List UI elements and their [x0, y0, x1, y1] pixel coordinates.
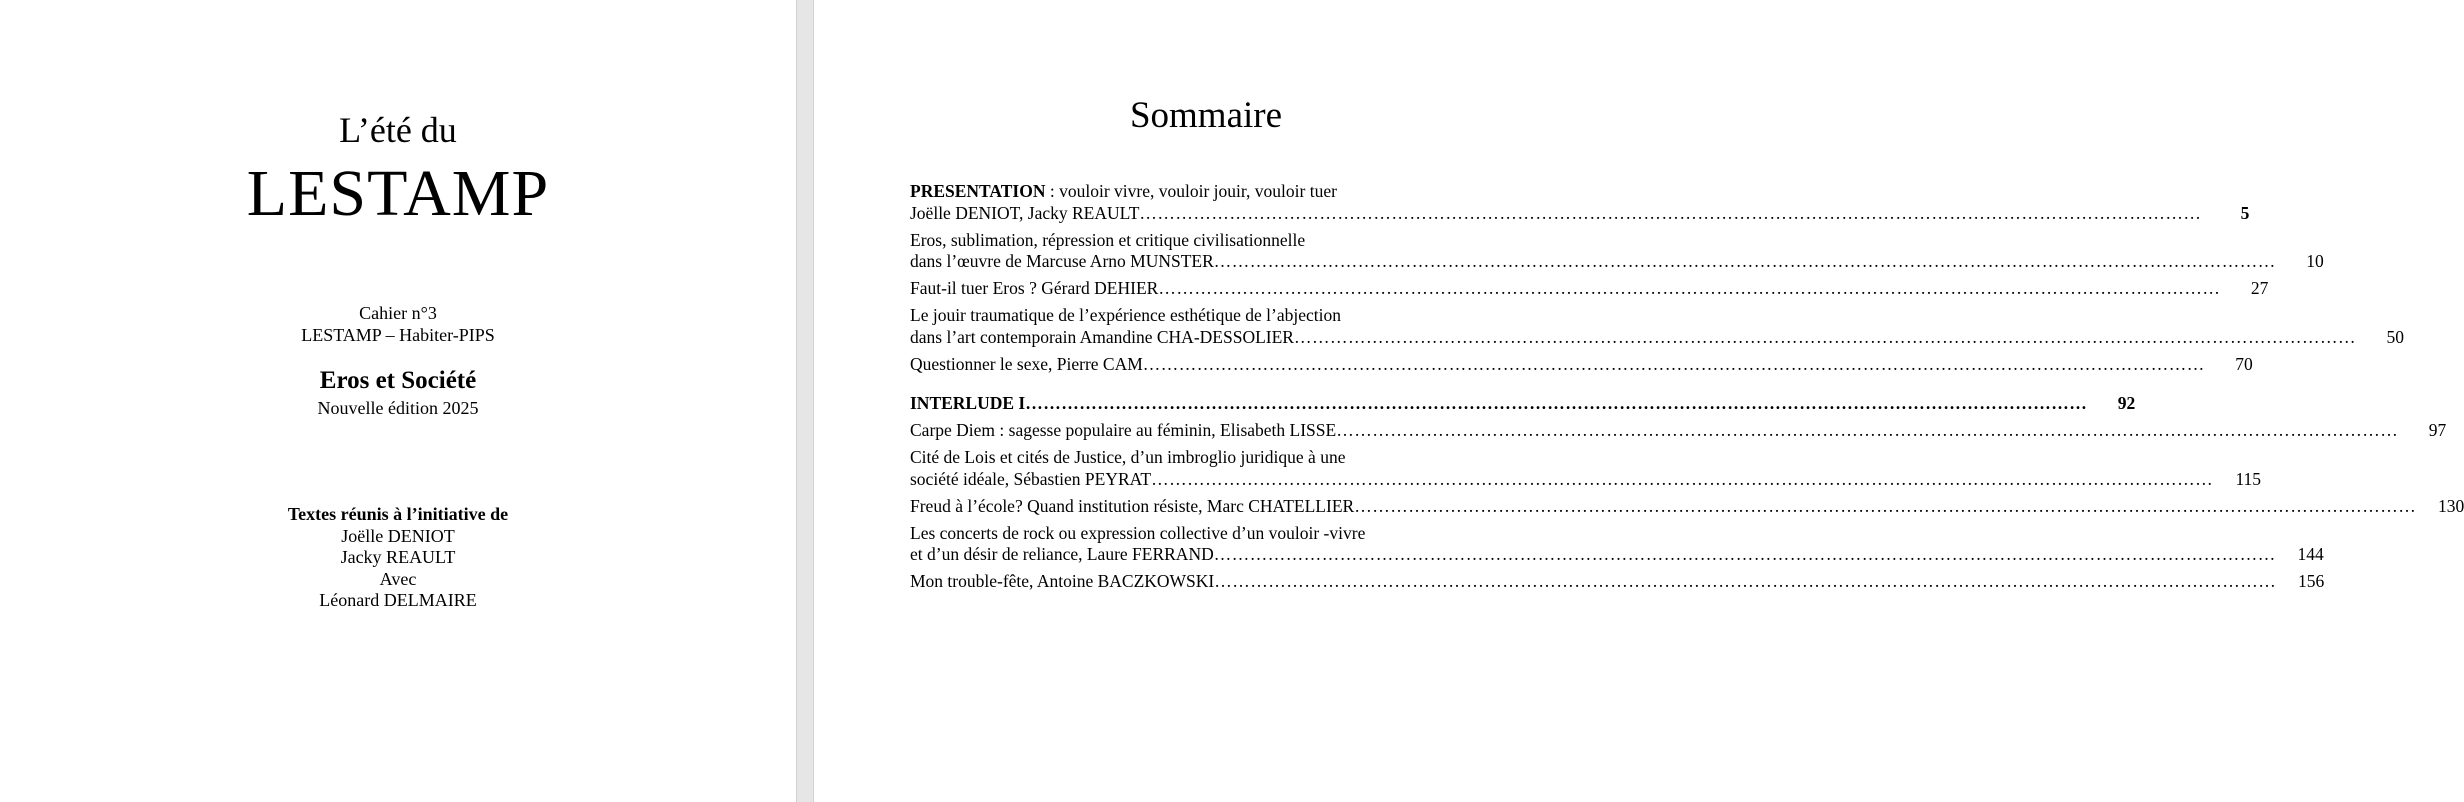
toc-entry-text: Mon trouble-fête, Antoine BACZKOWSKI — [910, 571, 1215, 591]
credits-block — [0, 504, 796, 612]
toc-entry — [910, 495, 2464, 518]
toc-page-number: 144 — [2297, 544, 2324, 564]
page-gutter — [796, 0, 814, 802]
toc-page-number: 27 — [2250, 278, 2269, 298]
toc-page-number: 130 — [2437, 495, 2464, 516]
toc-entry-line1: Le jouir traumatique de l’expérience esthétique de l’abjection — [910, 305, 1341, 325]
left-page — [0, 0, 796, 802]
cahier-number: Cahier n°3 — [359, 303, 437, 323]
toc-entry — [910, 278, 2269, 300]
leader-dots — [1214, 571, 2276, 593]
credits-lead: Textes réunis à l’initiative de — [287, 504, 509, 524]
leader-dots — [1336, 420, 2398, 442]
toc-page-number: 92 — [2117, 393, 2136, 413]
toc-entry-text: société idéale, Sébastien PEYRAT — [910, 468, 1152, 489]
toc-entry-line1: Cité de Lois et cités de Justice, d’un imbroglio juridique à une — [910, 447, 1346, 467]
cover-pretitle: L’été du — [339, 110, 457, 150]
table-of-contents — [910, 181, 2464, 598]
toc-entry-line1: Les concerts de rock ou expression collective d’un vouloir -vivre — [910, 522, 1366, 543]
toc-entry-text: Freud à l’école? Quand institution résiste, Marc CHATELLIER — [910, 495, 1355, 516]
toc-entry — [910, 420, 2447, 442]
toc-entry-text: Faut-il tuer Eros ? Gérard DEHIER — [910, 278, 1159, 298]
right-page — [814, 0, 2464, 802]
leader-dots — [1025, 393, 2087, 415]
toc-entry-text: et d’un désir de reliance, Laure FERRAND — [910, 544, 1214, 564]
credit-name: Jacky REAULT — [340, 547, 456, 567]
toc-entry — [910, 181, 2250, 224]
toc-entry-text: Joëlle DENIOT, Jacky REAULT — [910, 202, 1140, 223]
toc-title: Sommaire — [1129, 95, 1283, 136]
toc-entry-text: INTERLUDE I — [910, 393, 1026, 413]
series-name: LESTAMP – Habiter-PIPS — [301, 325, 495, 345]
toc-page-number: 5 — [2240, 202, 2250, 223]
toc-entry-text: dans l’œuvre de Marcuse Arno MUNSTER — [910, 251, 1214, 271]
toc-entry — [910, 393, 2136, 415]
leader-dots — [1143, 354, 2205, 376]
credit-name: Léonard DELMAIRE — [319, 590, 477, 610]
edition-line: Nouvelle édition 2025 — [317, 398, 479, 418]
toc-entry — [910, 571, 2325, 593]
toc-entry-bold-label: PRESENTATION — [910, 181, 1046, 201]
leader-dots — [1214, 251, 2276, 273]
toc-entry — [910, 305, 2404, 348]
toc-page-number: 10 — [2306, 251, 2324, 271]
toc-page-number: 50 — [2386, 326, 2404, 347]
leader-dots — [1294, 327, 2356, 349]
toc-page-number: 97 — [2428, 420, 2447, 440]
leader-dots — [1158, 278, 2220, 300]
toc-entry — [910, 522, 2324, 566]
cover-title: LESTAMP — [246, 157, 550, 230]
toc-page-number: 156 — [2298, 571, 2325, 591]
toc-entry — [910, 229, 2324, 273]
book-subject: Eros et Société — [319, 367, 477, 394]
leader-dots — [1151, 469, 2213, 491]
leader-dots — [1214, 544, 2276, 566]
toc-entry-text: Carpe Diem : sagesse populaire au féminin, Elisabeth LISSE — [910, 420, 1337, 440]
credit-name: Joëlle DENIOT — [341, 525, 455, 546]
toc-entry — [910, 447, 2262, 490]
credit-name: Avec — [379, 568, 417, 589]
leader-dots — [1354, 496, 2416, 518]
toc-entry-text: dans l’art contemporain Amandine CHA-DESSOLIER — [910, 326, 1294, 347]
toc-entry — [910, 353, 2253, 376]
leader-dots — [1139, 203, 2201, 225]
toc-page-number: 70 — [2235, 353, 2253, 374]
toc-entry-line1: Eros, sublimation, répression et critique civilisationnelle — [910, 229, 1306, 250]
toc-entry-line1: PRESENTATION : vouloir vivre, vouloir jouir, vouloir tuer — [910, 181, 1337, 201]
toc-entry-text: Questionner le sexe, Pierre CAM — [910, 353, 1143, 374]
toc-page-number: 115 — [2235, 468, 2262, 489]
